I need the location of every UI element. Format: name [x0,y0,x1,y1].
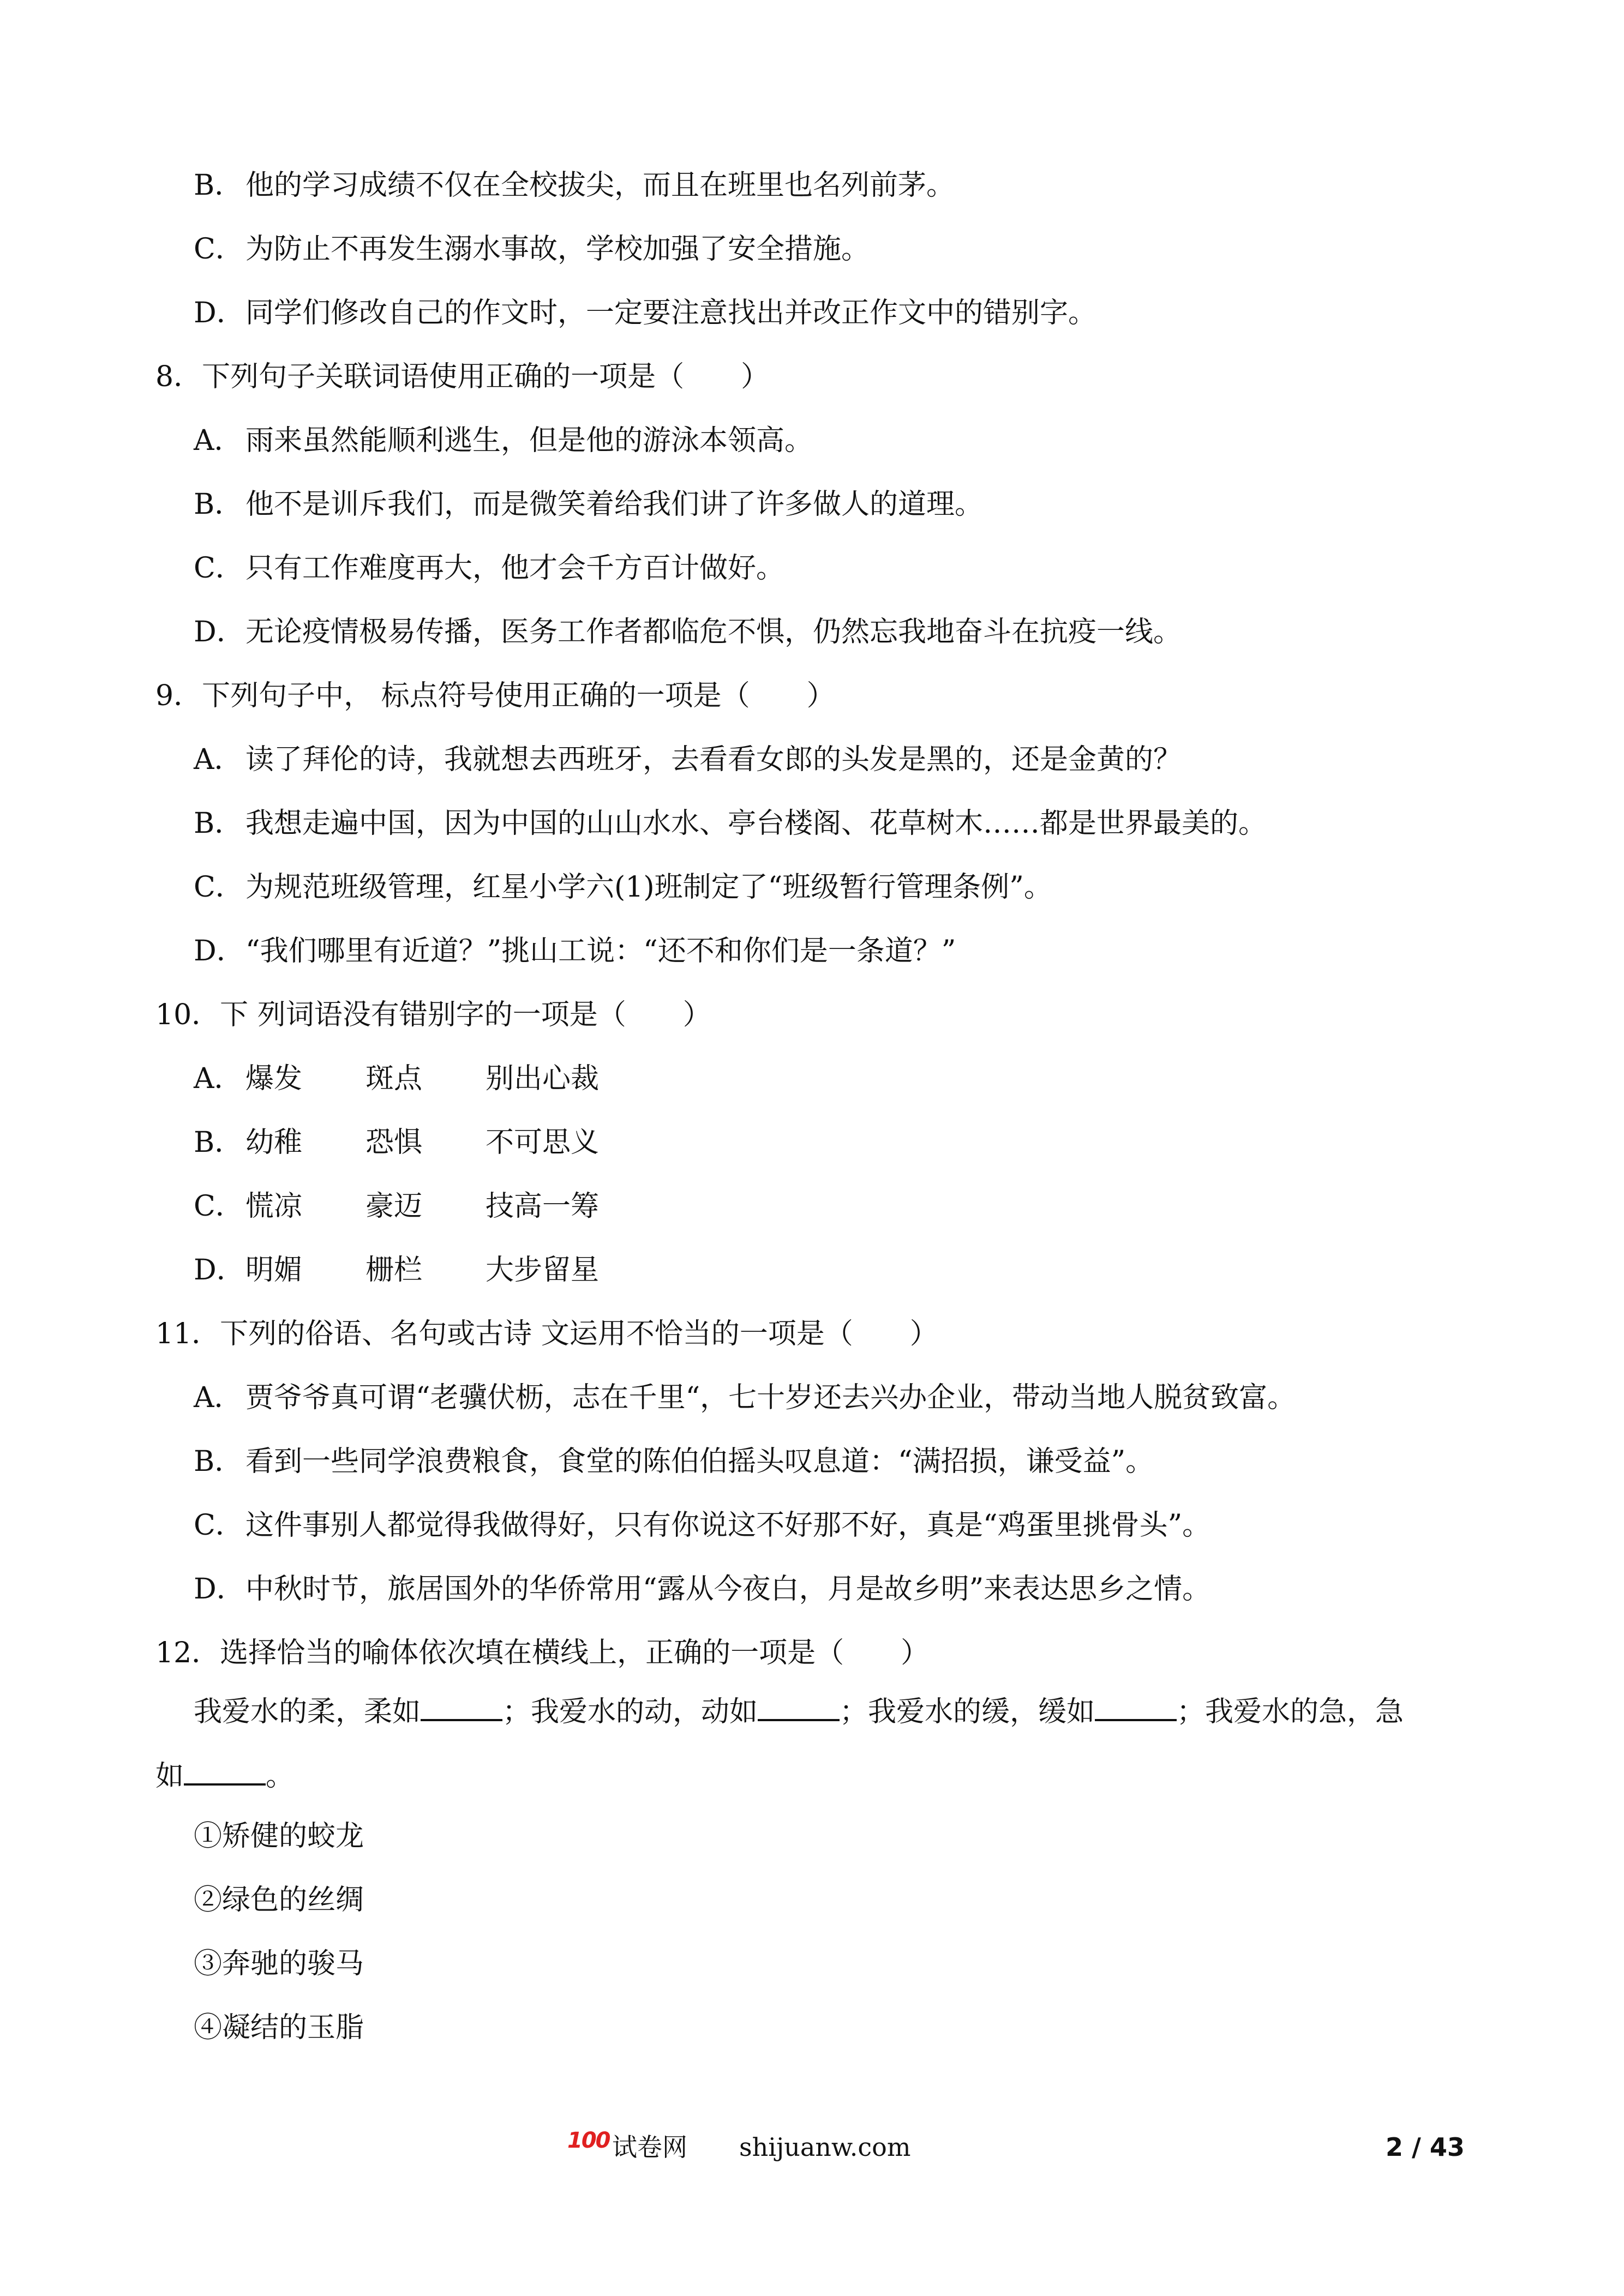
option-label: C． [194,871,244,904]
option-label: B． [194,807,243,840]
option-word: 别出心裁 [486,1062,600,1095]
option-label: B． [194,1126,243,1159]
option-word: 明媚 [245,1254,303,1287]
q12-sentence [194,1691,1404,1726]
option-text: 中秋时节，旅居国外的华侨常用“露从今夜白，月是故乡明”来表达思乡之情。 [245,1573,1211,1606]
option-label: A． [194,1381,243,1414]
answer-option [194,1189,599,1224]
option-label: D． [194,1573,245,1606]
option-text: 这件事别人都觉得我做得好，只有你说这不好那不好，真是“鸡蛋里挑骨头”。 [245,1509,1211,1542]
option-text: 为防止不再发生溺水事故，学校加强了安全措施。 [245,233,870,266]
q12-seg-4: ；我爱水的急，急 [1177,1696,1404,1728]
question-stem: 8．下列句子关联词语使用正确的一项是（ ） [155,360,770,393]
option-label: A． [194,1062,243,1095]
option-word: 大步留星 [486,1254,600,1287]
question-stem: 10．下 列词语没有错别字的一项是（ ） [155,999,711,1031]
q12-seg-3: ；我爱水的缓，缓如 [840,1696,1095,1728]
blank-1[interactable] [421,1691,502,1721]
option-text: 他不是训斥我们，而是微笑着给我们讲了许多做人的道理。 [245,488,984,521]
option-word: 不可思义 [486,1126,600,1159]
answer-option [194,1444,1154,1479]
answer-option [194,423,813,458]
option-label: C． [194,233,244,266]
site-logo-number: 100 [567,2128,610,2153]
option-text: 我想走遍中国，因为中国的山山水水、亭台楼阁、花草树木……都是世界最美的。 [245,807,1267,840]
answer-option [194,1061,599,1096]
question-stem: 9．下列句子中， 标点符号使用正确的一项是（ ） [155,680,835,712]
option-word: 栅栏 [365,1254,423,1287]
option-text: 看到一些同学浪费粮食，食堂的陈伯伯摇头叹息道：“满招损，谦受益”。 [245,1445,1154,1478]
option-word: 爆发 [245,1062,303,1095]
q12-choice-2: ②绿色的丝绸 [194,1884,364,1916]
blank-4[interactable] [184,1755,266,1786]
option-label: C． [194,1509,244,1542]
option-text: 读了拜伦的诗，我就想去西班牙，去看看女郎的头发是黑的，还是金黄的？ [245,743,1182,776]
option-word: 恐惧 [365,1126,423,1159]
answer-option [194,1253,599,1288]
option-text: “我们哪里有近道？”挑山工说：“还不和你们是一条道？” [245,935,956,967]
q12-choice-3: ③奔驰的骏马 [194,1948,364,1980]
answer-option [194,742,1182,777]
option-word: 豪迈 [365,1190,423,1223]
option-word: 斑点 [365,1062,423,1095]
answer-option [194,934,956,969]
option-label: D． [194,935,245,967]
answer-option [194,1125,599,1160]
answer-option [194,806,1267,841]
option-label: C． [194,552,244,585]
answer-option [194,168,955,203]
option-label: A． [194,424,243,457]
answer-option [194,1572,1210,1607]
blank-3[interactable] [1095,1691,1177,1721]
option-word: 技高一筹 [486,1190,600,1223]
option-text: 为规范班级管理，红星小学六(1)班制定了“班级暂行管理条例”。 [245,871,1052,904]
answer-option [194,1380,1296,1415]
q12-sentence-cont [155,1755,295,1793]
option-label: B． [194,1445,243,1478]
option-label: B． [194,488,243,521]
site-url[interactable]: shijuanw.com [739,2132,911,2162]
option-text: 他的学习成绩不仅在全校拔尖，而且在班里也名列前茅。 [245,169,955,202]
q12-cont-prefix: 如 [155,1760,184,1793]
answer-option [194,296,1096,330]
question-stem: 11．下列的俗语、名句或古诗 文运用不恰当的一项是（ ） [155,1318,938,1350]
answer-option [194,551,784,586]
option-word: 幼稚 [245,1126,303,1159]
option-text: 只有工作难度再大，他才会千方百计做好。 [245,552,785,585]
question-stem: 12．选择恰当的喻体依次填在横线上，正确的一项是（ ） [155,1637,930,1669]
option-label: D． [194,616,245,648]
answer-option [194,870,1052,905]
option-word: 慌凉 [245,1190,303,1223]
site-logo-text: 试卷网 [612,2132,687,2162]
q12-seg-2: ；我爱水的动，动如 [502,1696,758,1728]
page-number: 2 / 43 [1386,2132,1465,2162]
option-text: 同学们修改自己的作文时，一定要注意找出并改正作文中的错别字。 [245,297,1097,329]
option-label: D． [194,297,245,329]
q12-choice-1: ①矫健的蛟龙 [194,1820,364,1853]
answer-option [194,487,983,522]
q12-choice-4: ④凝结的玉脂 [194,2011,364,2044]
option-text: 雨来虽然能顺利逃生，但是他的游泳本领高。 [245,424,813,457]
q12-cont-suffix: 。 [266,1760,295,1793]
option-label: C． [194,1190,244,1223]
blank-2[interactable] [758,1691,840,1721]
option-text: 无论疫情极易传播，医务工作者都临危不惧，仍然忘我地奋斗在抗疫一线。 [245,616,1182,648]
option-label: B． [194,169,243,202]
answer-option [194,615,1182,650]
option-text: 贾爷爷真可谓“老骥伏枥，志在千里“，七十岁还去兴办企业，带动当地人脱贫致富。 [245,1381,1296,1414]
answer-option [194,1508,1210,1543]
option-label: A． [194,743,243,776]
q12-seg-1: 我爱水的柔，柔如 [194,1696,421,1728]
answer-option [194,232,870,267]
option-label: D． [194,1254,245,1287]
